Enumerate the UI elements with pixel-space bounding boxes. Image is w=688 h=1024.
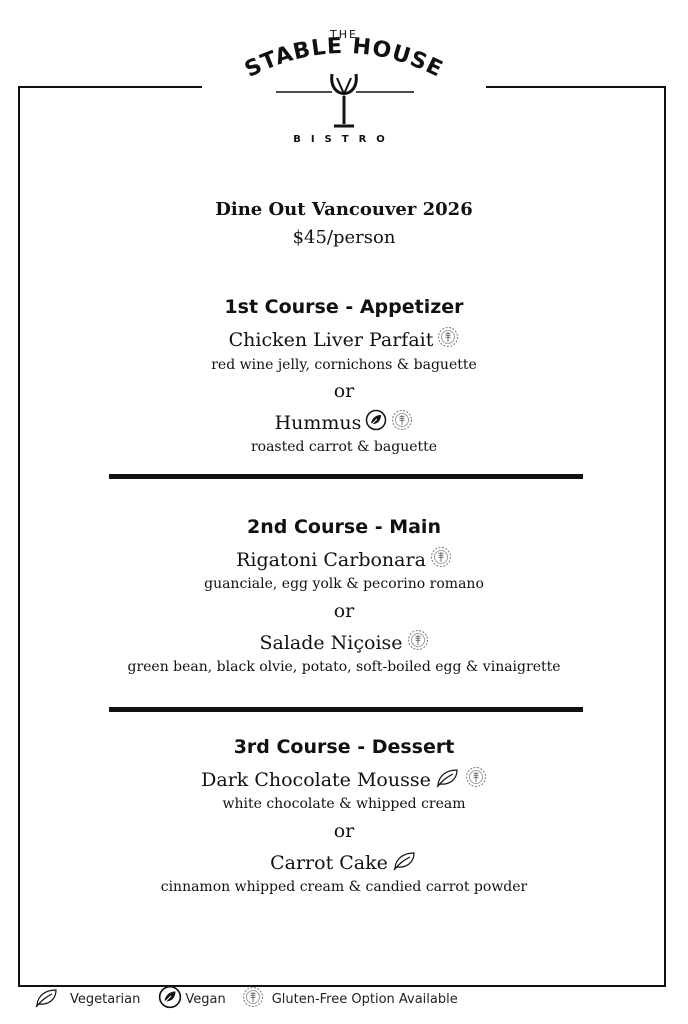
logo-subtitle: BISTRO bbox=[293, 134, 395, 145]
legend-gluten-free bbox=[242, 986, 458, 1012]
dish-description: red wine jelly, cornichons & baguette bbox=[211, 357, 477, 373]
gluten-free-icon bbox=[465, 766, 487, 793]
menu-border-top-right bbox=[486, 86, 666, 88]
dish-name bbox=[0, 849, 688, 876]
dish-name-text: Carrot Cake bbox=[270, 851, 388, 874]
svg-text:STABLE HOUSE bbox=[241, 34, 447, 83]
or-separator: or bbox=[333, 380, 355, 402]
legend-vegan-label: Vegan bbox=[185, 991, 226, 1007]
or-separator: or bbox=[333, 820, 355, 842]
logo-name: STABLE HOUSE bbox=[241, 33, 447, 83]
vegetarian-icon bbox=[435, 766, 461, 793]
gluten-free-icon bbox=[391, 409, 413, 436]
vegetarian-icon bbox=[392, 849, 418, 876]
event-price: $45/person bbox=[292, 227, 396, 248]
dish-name bbox=[0, 409, 688, 436]
dish-name-text: Hummus bbox=[274, 411, 362, 434]
course-heading-appetizer: 1st Course - Appetizer bbox=[224, 296, 464, 318]
gluten-free-icon bbox=[437, 326, 459, 353]
dish-description: roasted carrot & baguette bbox=[250, 439, 438, 455]
dish-name-text: Chicken Liver Parfait bbox=[228, 328, 434, 351]
dish-name-text: Dark Chocolate Mousse bbox=[201, 768, 431, 791]
legend-vegan bbox=[158, 985, 225, 1013]
dish-description: green bean, black olvie, potato, soft-boiled egg & vinaigrette bbox=[127, 659, 561, 675]
restaurant-logo bbox=[224, 28, 464, 152]
dietary-legend bbox=[34, 988, 458, 1010]
dish-name bbox=[0, 326, 688, 353]
event-title: Dine Out Vancouver 2026 bbox=[215, 199, 473, 220]
legend-vegetarian-label: Vegetarian bbox=[70, 991, 141, 1007]
legend-vegetarian bbox=[34, 986, 140, 1012]
course-heading-main: 2nd Course - Main bbox=[247, 516, 441, 538]
course-divider bbox=[109, 474, 583, 479]
dish-description: guanciale, egg yolk & pecorino romano bbox=[204, 576, 484, 592]
vegetarian-icon bbox=[34, 986, 60, 1012]
vegan-icon bbox=[365, 409, 387, 436]
dish-name bbox=[0, 766, 688, 793]
dish-name-text: Rigatoni Carbonara bbox=[236, 548, 426, 571]
logo-the: THE bbox=[330, 28, 358, 41]
dish-name bbox=[0, 629, 688, 656]
gluten-free-icon bbox=[242, 986, 264, 1012]
dish-name-text: Salade Niçoise bbox=[259, 631, 403, 654]
dish-description: cinnamon whipped cream & candied carrot powder bbox=[160, 879, 528, 895]
gluten-free-icon bbox=[407, 629, 429, 656]
vegan-icon bbox=[158, 985, 182, 1013]
menu-border-top-left bbox=[18, 86, 202, 88]
or-separator: or bbox=[333, 600, 355, 622]
dish-name bbox=[0, 546, 688, 573]
legend-gluten-free-label: Gluten-Free Option Available bbox=[271, 991, 458, 1007]
gluten-free-icon bbox=[430, 546, 452, 573]
dish-description: white chocolate & whipped cream bbox=[222, 796, 466, 812]
course-divider bbox=[109, 707, 583, 712]
course-heading-dessert: 3rd Course - Dessert bbox=[233, 736, 455, 758]
